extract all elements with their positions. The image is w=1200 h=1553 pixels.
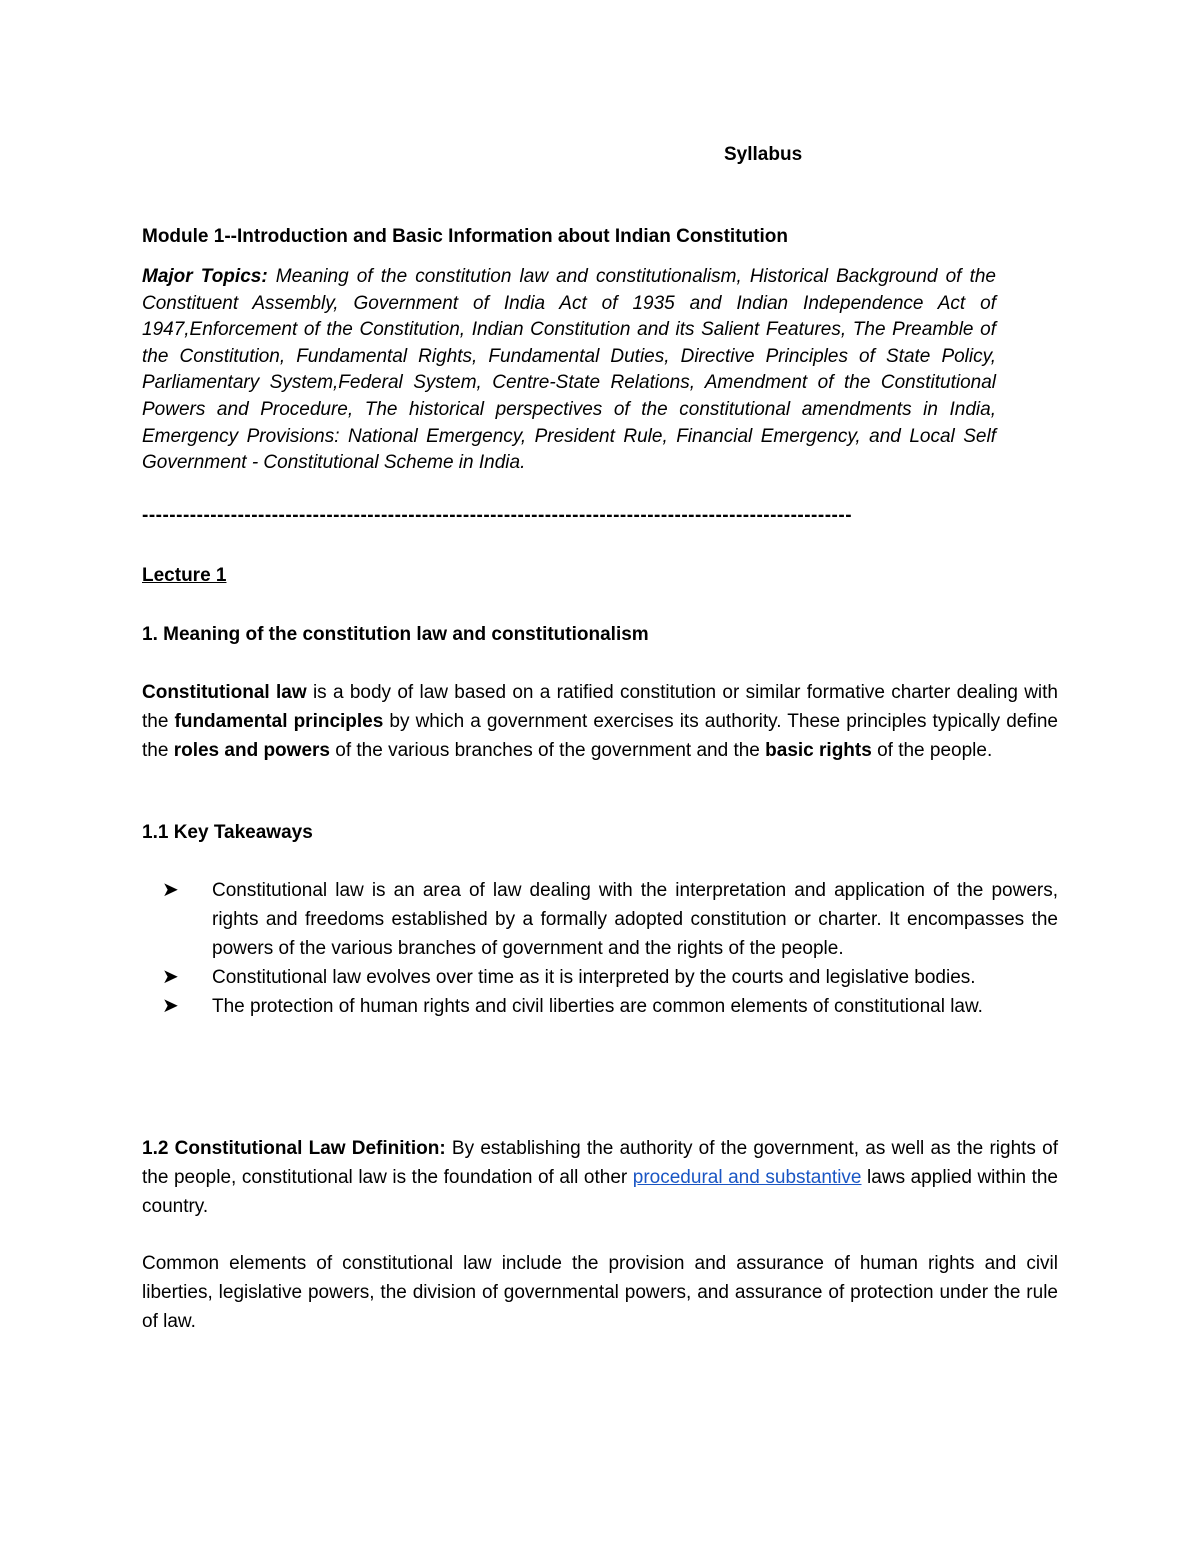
section-1-2-text-2: laws applied within the country. <box>142 1167 1059 1217</box>
definition-text-3: of the various branches of the government and the <box>329 740 766 761</box>
definition-text-4: of the people. <box>871 740 993 761</box>
module-heading: Module 1--Introduction and Basic Information about Indian Constitution <box>142 226 788 247</box>
separator-line: -------------------------------------------------------------------------------------------------------- <box>142 505 853 526</box>
constitutional-law-definition <box>142 678 1058 765</box>
arrow-bullet-icon: ➤ <box>162 966 179 988</box>
term-basic-rights: basic rights <box>765 740 872 761</box>
lecture-title: Lecture 1 <box>142 565 227 586</box>
procedural-substantive-link[interactable]: procedural and substantive <box>632 1167 862 1188</box>
term-constitutional-law: Constitutional law <box>142 682 307 703</box>
list-item-text: The protection of human rights and civil liberties are common elements of constitutional law. <box>212 996 983 1017</box>
list-item-text: Constitutional law is an area of law dealing with the interpretation and application of the powers, rights and freedoms established by a formally adopted constitution or charter. It encompasses the powers of the various branches of government and the rights of the people. <box>212 880 1058 959</box>
constitutional-law-definition-2 <box>142 1134 1058 1221</box>
term-roles-and-powers: roles and powers <box>173 740 330 761</box>
arrow-bullet-icon: ➤ <box>162 995 179 1017</box>
definition-text-1: is a body of law based on a ratified constitution or similar formative charter dealing with the <box>142 682 1059 732</box>
list-item <box>142 963 1058 992</box>
syllabus-title: Syllabus <box>724 144 803 165</box>
section-1-heading: 1. Meaning of the constitution law and constitutionalism <box>142 624 649 645</box>
term-fundamental-principles: fundamental principles <box>174 711 384 732</box>
major-topics-label: Major Topics: <box>142 266 268 287</box>
section-1-1-heading: 1.1 Key Takeaways <box>142 822 313 843</box>
key-takeaways-list <box>142 876 1058 1021</box>
list-item-text: Constitutional law evolves over time as it is interpreted by the courts and legislative bodies. <box>212 967 976 988</box>
major-topics-paragraph <box>142 264 996 477</box>
list-item <box>142 992 1058 1021</box>
section-1-2-text-1: By establishing the authority of the government, as well as the rights of the people, constitutional law is the foundation of all other <box>142 1138 1059 1188</box>
arrow-bullet-icon: ➤ <box>162 879 179 901</box>
major-topics-text: Meaning of the constitution law and constitutionalism, Historical Background of the Constituent Assembly, Government of India Act of 1935 and Indian Independence Act of 1947,Enforcement of the Constitution, Indian Constitution and its Salient Features, The Preamble of the Constitution, Fundamental Rights, Fundamental Duties, Directive Principles of State Policy, Parliamentary System,Federal System, Centre-State Relations, Amendment of the Constitutional Powers and Procedure, The historical perspectives of the constitutional amendments in India, Emergency Provisions: National Emergency, President Rule, Financial Emergency, and Local Self Government - Constitutional Scheme in India. <box>142 266 996 474</box>
list-item <box>142 876 1058 963</box>
definition-text-2: by which a government exercises its authority. These principles typically define the <box>142 711 1058 761</box>
common-elements-paragraph: Common elements of constitutional law include the provision and assurance of human rights and civil liberties, legislative powers, the division of governmental powers, and assurance of protection under the rule of law. <box>142 1253 1058 1332</box>
section-1-2-heading: 1.2 Constitutional Law Definition: <box>142 1138 446 1159</box>
